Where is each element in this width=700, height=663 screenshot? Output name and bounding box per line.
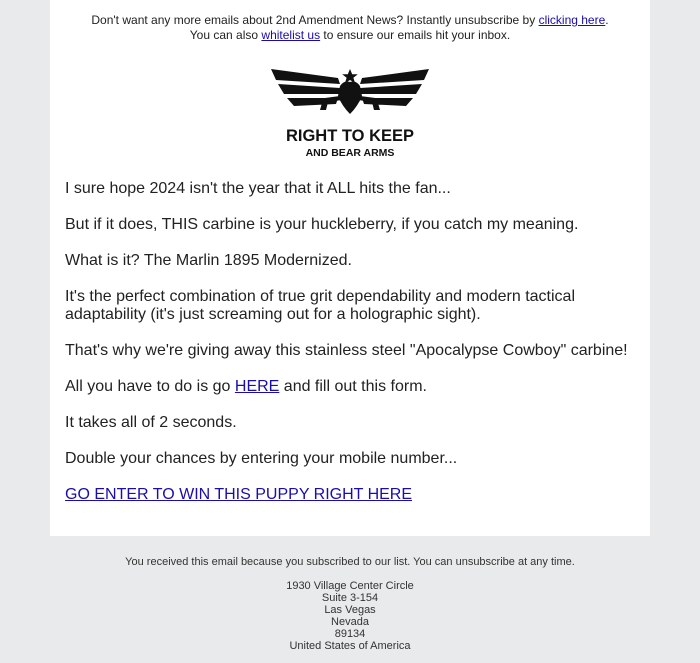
logo-line-2: AND BEAR ARMS bbox=[305, 147, 395, 159]
footer bbox=[0, 556, 700, 652]
email-card bbox=[50, 0, 650, 536]
body-paragraph: What is it? The Marlin 1895 Modernized. bbox=[65, 252, 352, 269]
preheader-text: Don't want any more emails about 2nd Amendment News? Instantly unsubscribe by bbox=[91, 13, 539, 27]
preheader bbox=[50, 13, 650, 43]
footer-note: You received this email because you subscribed to our list. You can unsubscribe at any time. bbox=[125, 556, 575, 568]
logo-line-1: RIGHT TO KEEP bbox=[285, 127, 415, 145]
body-paragraph: It takes all of 2 seconds. bbox=[65, 414, 237, 431]
enter-to-win-link[interactable]: GO ENTER TO WIN THIS PUPPY RIGHT HERE bbox=[65, 486, 413, 503]
email-body bbox=[65, 180, 640, 522]
body-text: All you have to do is go bbox=[65, 378, 235, 395]
body-paragraph: I sure hope 2024 isn't the year that it ALL hits the fan... bbox=[65, 180, 451, 197]
here-link[interactable]: HERE bbox=[234, 378, 280, 395]
preheader-text: . bbox=[605, 13, 609, 27]
address-line: 89134 bbox=[334, 628, 366, 640]
whitelist-link[interactable]: whitelist us bbox=[261, 28, 321, 42]
address-line: Las Vegas bbox=[324, 604, 376, 616]
unsubscribe-link[interactable]: clicking here bbox=[538, 13, 606, 27]
body-paragraph: That's why we're giving away this stainless steel "Apocalypse Cowboy" carbine! bbox=[65, 342, 628, 359]
body-paragraph bbox=[65, 378, 640, 396]
eagle-logo-icon bbox=[270, 66, 430, 161]
address-line: 1930 Village Center Circle bbox=[286, 580, 414, 592]
address-line: United States of America bbox=[289, 640, 411, 652]
body-paragraph: It's the perfect combination of true grit dependability and modern tactical adaptability (it's just screaming out for a holographic sight). bbox=[65, 288, 576, 323]
body-paragraph: Double your chances by entering your mobile number... bbox=[65, 450, 458, 467]
star-icon bbox=[342, 69, 358, 83]
body-text: and fill out this form. bbox=[279, 378, 427, 395]
address-line: Nevada bbox=[331, 616, 369, 628]
body-paragraph: But if it does, THIS carbine is your huckleberry, if you catch my meaning. bbox=[65, 216, 579, 233]
brand-logo bbox=[270, 66, 430, 161]
preheader-line-2 bbox=[50, 28, 650, 43]
cta-paragraph bbox=[65, 486, 640, 504]
address-line: Suite 3-154 bbox=[321, 592, 379, 604]
preheader-line-1 bbox=[50, 13, 650, 28]
preheader-text: to ensure our emails hit your inbox. bbox=[320, 28, 511, 42]
preheader-text: You can also bbox=[189, 28, 262, 42]
